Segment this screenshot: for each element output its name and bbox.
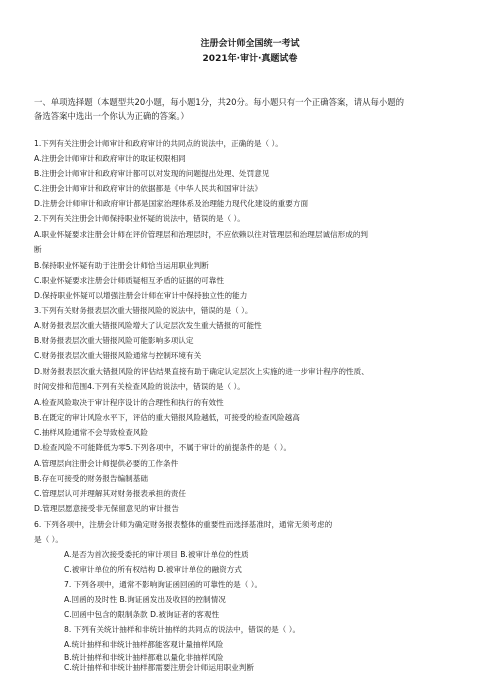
- section-heading-line: 一、单项选择题（本题型共20小题，每小题1分，共20分。每小题只有一个正确答案，请从每小题的: [34, 97, 405, 107]
- question-line: D.检查风险不可能降低为零5.下列各项中，不属于审计的前提条件的是（ ）。: [34, 443, 292, 452]
- document-subtitle: 2021年·审计·真题试卷: [202, 54, 298, 64]
- question-line: 7. 下列各项中，通常不影响询证函回函的可靠性的是（ ）。: [64, 580, 263, 589]
- option-line: C.抽样风险通常不会导致检查风险: [34, 428, 149, 437]
- option-line: B.统计抽样和非统计抽样都难以量化非抽样风险: [64, 653, 224, 662]
- option-line: C.职业怀疑要求注册会计师质疑相互矛盾的证据的可靠性: [34, 276, 224, 285]
- document-title: 注册会计师全国统一考试: [200, 39, 300, 49]
- option-line: A.注册会计师审计和政府审计的取证权限相同: [34, 154, 186, 163]
- question-line: 8. 下列有关统计抽样和非统计抽样的共同点的说法中，错误的是（ ）。: [64, 625, 301, 634]
- question-line: 2.下列有关注册会计师保持职业怀疑的说法中，错误的是（ ）。: [34, 214, 245, 223]
- option-line: D.保持职业怀疑可以增强注册会计师在审计中保持独立性的能力: [34, 291, 248, 300]
- option-line: D.注册会计师审计和政府审计都是国家治理体系及治理能力现代化建设的重要方面: [34, 199, 309, 208]
- option-line: B.存在可接受的财务报告编制基础: [34, 474, 148, 483]
- option-line: A.检查风险取决于审计程序设计的合理性和执行的有效性: [34, 398, 224, 407]
- option-line: B.保持职业怀疑有助于注册会计师恰当运用职业判断: [34, 261, 209, 270]
- option-line: D.财务报表层次重大错报风险的评估结果直接有助于确定认定层次上实施的进一步审计程序的性质、: [34, 367, 369, 376]
- question-line: 3.下列有关财务报表层次重大错报风险的说法中，错误的是（ ）。: [34, 306, 253, 315]
- question-line: 是（ ）。: [34, 535, 63, 544]
- option-line: 断: [34, 245, 42, 254]
- option-line: C.回函中包含的限制条款 D.被询证者的客观性: [64, 610, 220, 619]
- option-line: B.注册会计师审计和政府审计都可以对发现的问题提出处理、处罚意见: [34, 169, 270, 178]
- option-line: B.财务报表层次重大错报风险可能影响多项认定: [34, 336, 194, 345]
- option-line: C.统计抽样和非统计抽样都需要注册会计师运用职业判断: [64, 663, 254, 672]
- option-line: D.管理层愿意接受非无保留意见的审计报告: [34, 504, 179, 513]
- option-line: A.是否为首次接受委托的审计项目 B.被审计单位的性质: [64, 550, 249, 559]
- question-line: 时间安排和范围4.下列有关检查风险的说法中，错误的是（ ）。: [34, 382, 245, 391]
- option-line: A.财务报表层次重大错报风险增大了认定层次发生重大错报的可能性: [34, 321, 262, 330]
- option-line: C.财务报表层次重大错报风险通常与控制环境有关: [34, 351, 202, 360]
- option-line: C.被审计单位的所有权结构 D.被审计单位的融资方式: [64, 565, 242, 574]
- option-line: C.注册会计师审计和政府审计的依据都是《中华人民共和国审计法》: [34, 184, 262, 193]
- option-line: C.管理层认可并理解其对财务报表承担的责任: [34, 489, 186, 498]
- question-line: 1.下列有关注册会计师审计和政府审计的共同点的说法中，正确的是（ ）。: [34, 139, 283, 148]
- option-line: B.在既定的审计风险水平下，评估的重大错报风险越低，可接受的检查风险越高: [34, 413, 300, 422]
- option-line: A.职业怀疑要求注册会计师在评价管理层和治理层时，不应依赖以往对管理层和治理层诚信形成的判: [34, 230, 369, 239]
- option-line: A.管理层向注册会计师提供必要的工作条件: [34, 459, 179, 468]
- section-heading-line: 备选答案中选出一个你认为正确的答案。）: [34, 111, 189, 121]
- option-line: A.回函的及时性 B.询证函发出及收回的控制情况: [64, 595, 226, 604]
- option-line: A.统计抽样和非统计抽样都能客观计量抽样风险: [64, 640, 224, 649]
- question-line: 6. 下列各项中，注册会计师为确定财务报表整体的重要性而选择基准时，通常无须考虑的: [34, 520, 333, 529]
